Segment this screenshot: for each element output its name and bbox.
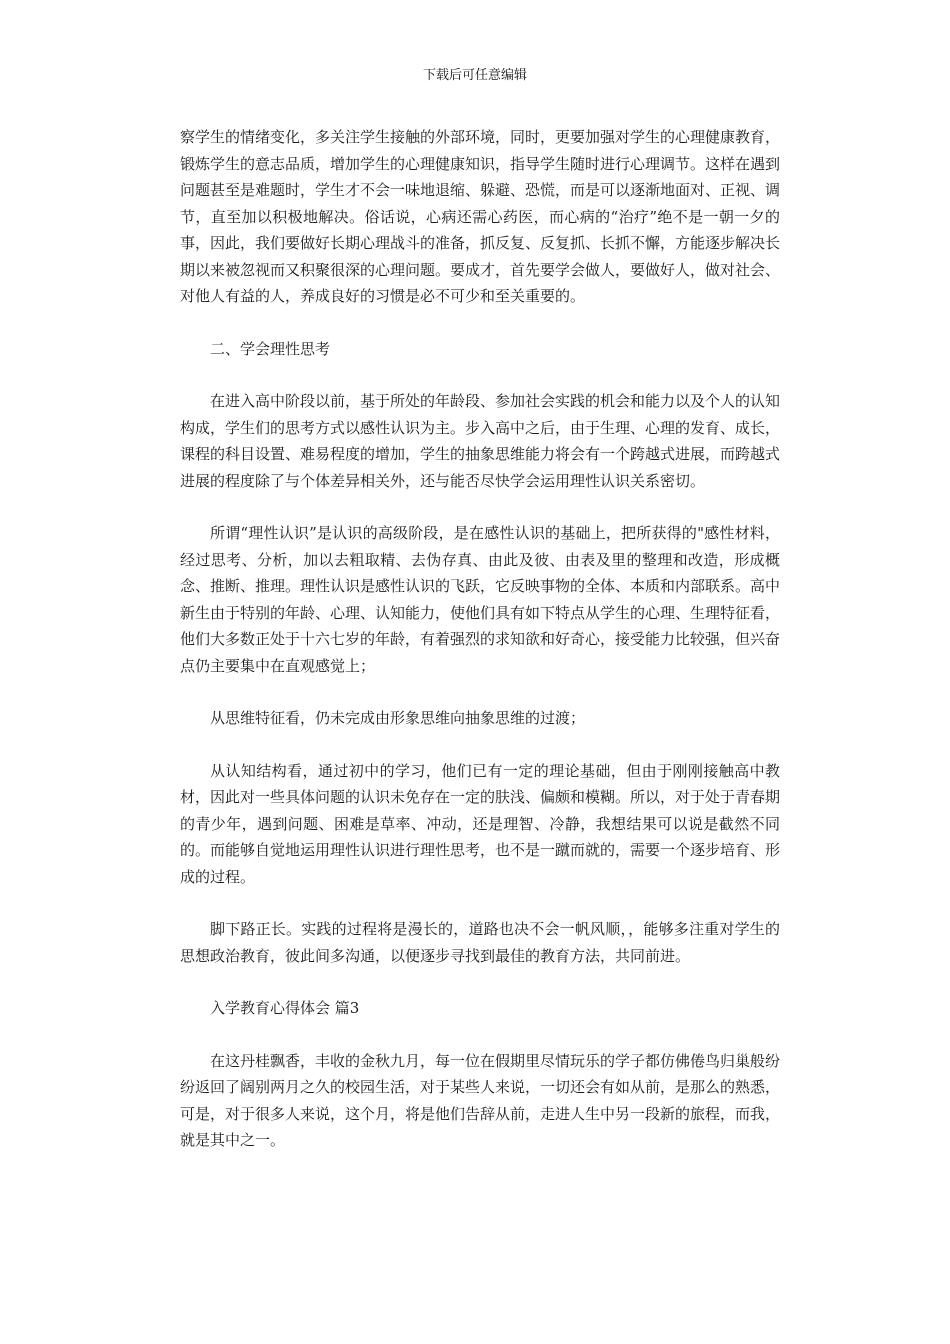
paragraph-golden-autumn: 在这丹桂飘香，丰收的金秋九月，每一位在假期里尽情玩乐的学子都仿佛倦鸟归巢般纷纷返回了阔别两月之久的校园生活，对于某些人来说，一切还会有如从前，是那么的熟悉，可是，对于很多人来说，这个月，将是他们告辞从前，走进人生中另一段新的旅程，而我，就是其中之一。 [180,1051,781,1149]
paragraph-continuation: 察学生的情绪变化，多关注学生接触的外部环境，同时，更要加强对学生的心理健康教育，锻炼学生的意志品质，增加学生的心理健康知识，指导学生随时进行心理调节。这样在遇到问题甚至是难题时，学生才不会一味地退缩、躲避、恐慌，而是可以逐渐地面对、正视、调节，直至加以积极地解决。俗话说，心病还需心药医，而心病的“治疗”绝不是一朝一夕的事，因此，我们要做好长期心理战斗的准备，抓反复、反复抓、长抓不懈，方能逐步解决长期以来被忽视而又积聚很深的心理问题。要成才，首先要学会做人，要做好人，做对社会、对他人有益的人，养成良好的习惯是必不可少和至关重要的。 [180,128,781,305]
section-heading-part-3: 入学教育心得体会 篇3 [210,999,360,1017]
paragraph-cognitive-structure: 从认知结构看，通过初中的学习，他们已有一定的理论基础，但由于刚刚接触高中教材，因此对一些具体问题的认识未免存在一定的肤浅、偏颇和模糊。所以，对于处于青春期的青少年，遇到问题、困难是草率、冲动，还是理智、冷静，我想结果可以说是截然不同的。而能够自觉地运用理性认识进行理性思考，也不是一蹴而就的，需要一个逐步培育、形成的过程。 [180,761,781,886]
document-body [180,124,780,1180]
paragraph-road-ahead: 脚下路正长。实践的过程将是漫长的，道路也决不会一帆风顺，，能够多注重对学生的思想政治教育，彼此间多沟通，以便逐步寻找到最佳的教育方法，共同前进。 [180,920,780,965]
paragraph-high-school-stage: 在进入高中阶段以前，基于所处的年龄段、参加社会实践的机会和能力以及个人的认知构成，学生们的思考方式以感性认识为主。步入高中之后，由于生理、心理的发育、成长，课程的科目设置、难易程度的增加，学生的抽象思维能力将会有一个跨越式进展，而跨越式进展的程度除了与个体差异相关外，还与能否尽快学会运用理性认识关系密切。 [180,392,781,490]
section-heading-rational-thinking: 二、学会理性思考 [210,339,331,358]
paragraph-rational-cognition: 所谓“理性认识”是认识的高级阶段，是在感性认识的基础上，把所获得的"感性材料，经过思考、分析，加以去粗取精、去伪存真、由此及彼、由表及里的整理和改造，形成概念、推断、推理。理性认识是感性认识的飞跃，它反映事物的全体、本质和内部联系。高中新生由于特别的年龄、心理、认知能力，使他们具有如下特点从学生的心理、生理特征看，他们大多数正处于十六七岁的年龄，有着强烈的求知欲和好奇心，接受能力比较强，但兴奋点仍主要集中在直观感觉上； [180,524,781,675]
page-header: 下载后可任意编辑 [422,68,527,83]
paragraph-thinking-characteristics: 从思维特征看，仍未完成由形象思维向抽象思维的过渡； [210,709,586,727]
